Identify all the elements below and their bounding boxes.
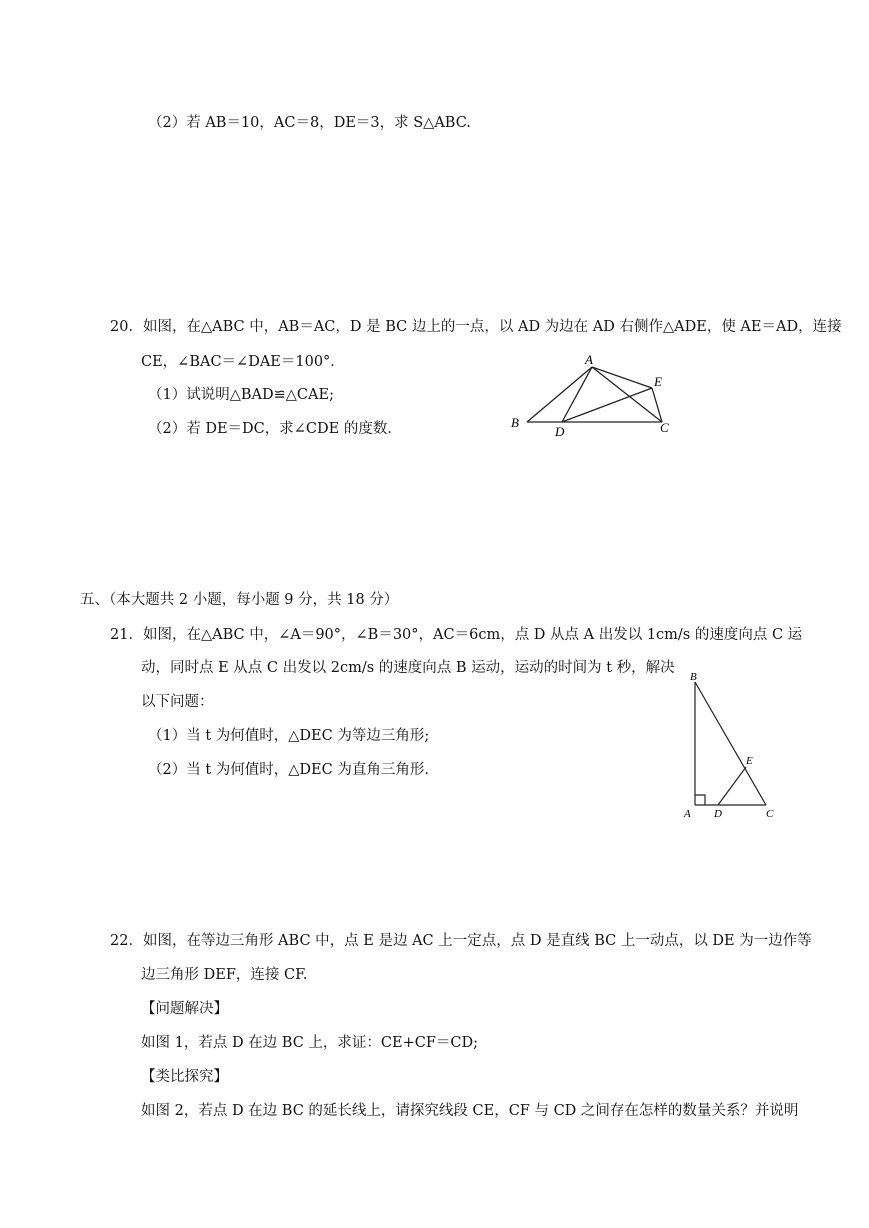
q20-label-a: A xyxy=(585,352,593,367)
q22-stem-line2: 边三角形 DEF，连接 CF. xyxy=(141,967,308,983)
q20-stem-line2: CE，∠BAC＝∠DAE＝100°． xyxy=(141,354,345,370)
q21-label-b: B xyxy=(690,671,697,683)
q21-label-c: C xyxy=(766,808,774,820)
q22-stem-line1: 22．如图，在等边三角形 ABC 中，点 E 是边 AC 上一定点，点 D 是直线 BC 上一动点，以 DE 为一边作等 xyxy=(110,933,812,949)
q22-text-figure1: 如图 1，若点 D 在边 BC 上，求证：CE+CF＝CD; xyxy=(141,1035,479,1051)
q20-label-e: E xyxy=(654,374,662,389)
q20-label-c: C xyxy=(660,420,669,435)
q21-stem-line2: 动，同时点 E 从点 C 出发以 2cm/s 的速度向点 B 运动，运动的时间为 t 秒，解决 xyxy=(141,660,675,676)
q20-segment-ac xyxy=(592,367,662,422)
q21-right-triangle-figure xyxy=(678,668,788,826)
q21-segment-de xyxy=(718,767,746,805)
q19-part2: （2）若 AB＝10，AC＝8，DE＝3，求 S△ABC. xyxy=(148,115,471,131)
q20-segment-de xyxy=(562,388,652,422)
q20-label-b: B xyxy=(511,415,519,430)
q21-right-angle-mark xyxy=(695,795,705,805)
q21-part1: （1）当 t 为何值时，△DEC 为等边三角形; xyxy=(148,728,430,744)
q20-segment-ae xyxy=(592,367,652,388)
q20-part1: （1）试说明△BAD≌△CAE; xyxy=(148,387,334,403)
q21-label-a: A xyxy=(684,808,691,820)
q21-label-d: D xyxy=(714,808,722,820)
q22-text-figure2: 如图 2，若点 D 在边 BC 的延长线上，请探究线段 CE，CF 与 CD 之间存在怎样的数量关系？并说明 xyxy=(141,1103,799,1119)
q21-stem-line3: 以下问题： xyxy=(141,694,214,710)
q22-heading-analogy: 【类比探究】 xyxy=(141,1069,228,1085)
q21-part2: （2）当 t 为何值时，△DEC 为直角三角形． xyxy=(148,762,439,778)
q20-label-d: D xyxy=(555,424,565,439)
q20-triangle-figure xyxy=(505,350,680,440)
q21-label-e: E xyxy=(746,755,753,767)
section5-header: 五、（本大题共 2 小题，每小题 9 分，共 18 分） xyxy=(80,592,399,608)
q20-part2: （2）若 DE＝DC，求∠CDE 的度数． xyxy=(148,421,402,437)
q20-stem-line1: 20．如图，在△ABC 中，AB＝AC，D 是 BC 边上的一点，以 AD 为边在 AD 右侧作△ADE，使 AE＝AD，连接 xyxy=(110,319,842,335)
q20-segment-ad xyxy=(562,367,592,422)
q22-heading-problem-solving: 【问题解决】 xyxy=(141,1001,228,1017)
q21-segment-bc xyxy=(695,682,766,805)
q20-segment-ce xyxy=(652,388,662,422)
q21-stem-line1: 21．如图，在△ABC 中，∠A＝90°，∠B＝30°，AC＝6cm，点 D 从点 A 出发以 1cm/s 的速度向点 C 运 xyxy=(110,627,803,643)
